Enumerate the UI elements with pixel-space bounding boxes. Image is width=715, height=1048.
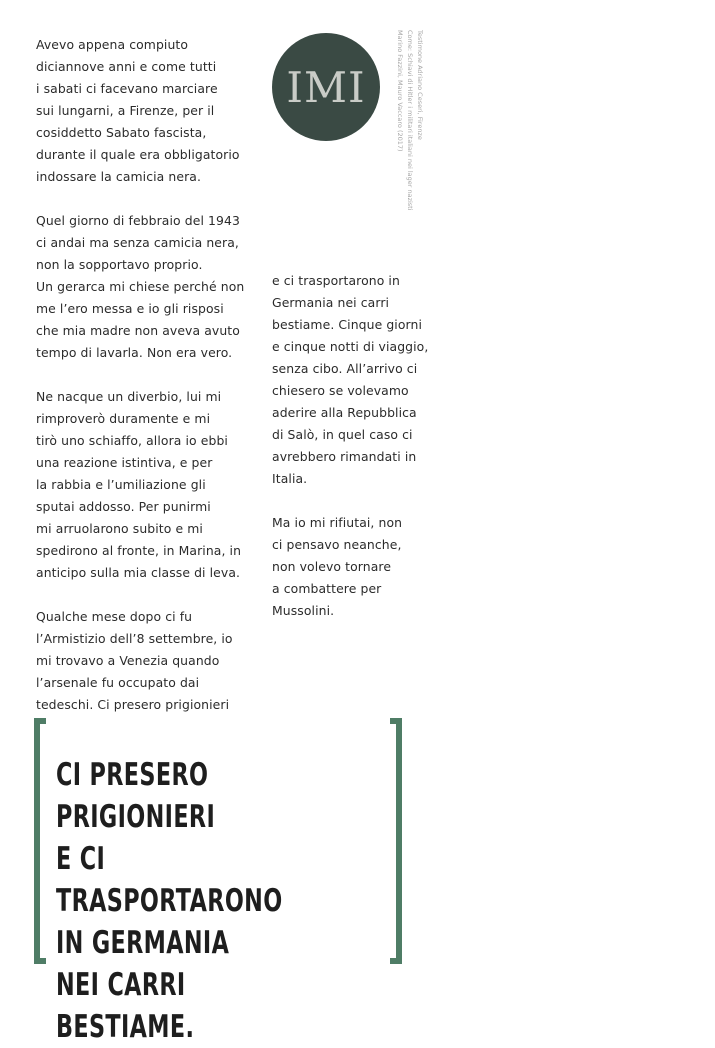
credit-note: Testimone Adriano Ceseri, Firenze Come: Schiavi di Hitler i militari italiani nei lager nazisti Marino Fazzini, Mauro Vaccaro (2017) — [396, 30, 424, 211]
logo-text: IMI — [286, 62, 366, 112]
right-bracket — [390, 718, 402, 964]
right-text-column — [272, 270, 452, 644]
paragraph: Qualche mese dopo ci fu l’Armistizio dell’8 settembre, io mi trovavo a Venezia quando l’arsenale fu occupato dai tedeschi. Ci presero prigionieri — [36, 609, 233, 712]
imi-logo — [272, 33, 380, 141]
paragraph: e ci trasportarono in Germania nei carri bestiame. Cinque giorni e cinque notti di viaggio, senza cibo. All’arrivo ci chiesero se volevamo aderire alla Repubblica di Salò, in quel caso ci avrebbero rimandati in Italia. — [272, 273, 429, 486]
left-text-column — [36, 34, 268, 738]
paragraph: Ma io mi rifiutai, non ci pensavo neanche, non volevo tornare a combattere per Mussolini. — [272, 515, 403, 618]
paragraph: Quel giorno di febbraio del 1943 ci andai ma senza camicia nera, non la sopportavo proprio. Un gerarca mi chiese perché non me l’ero messa e io gli risposi che mia madre non aveva avuto tempo di lavarla. Non era vero. — [36, 213, 245, 360]
pull-quote-text: CI PRESERO PRIGIONIERI E CI TRASPORTARONO IN GERMANIA NEI CARRI BESTIAME. — [56, 757, 283, 1045]
pull-quote — [34, 718, 402, 1045]
paragraph: Avevo appena compiuto diciannove anni e come tutti i sabati ci facevano marciare sui lungarni, a Firenze, per il cosiddetto Sabato fascista, durante il quale era obbligatorio indossare la camicia nera. — [36, 37, 240, 184]
left-bracket — [34, 718, 46, 964]
paragraph: Ne nacque un diverbio, lui mi rimproverò duramente e mi tirò uno schiaffo, allora io ebbi una reazione istintiva, e per la rabbia e l’umiliazione gli sputai addosso. Per punirmi mi arruolarono subito e mi spedirono al fronte, in Marina, in anticipo sulla mia classe di leva. — [36, 389, 242, 580]
